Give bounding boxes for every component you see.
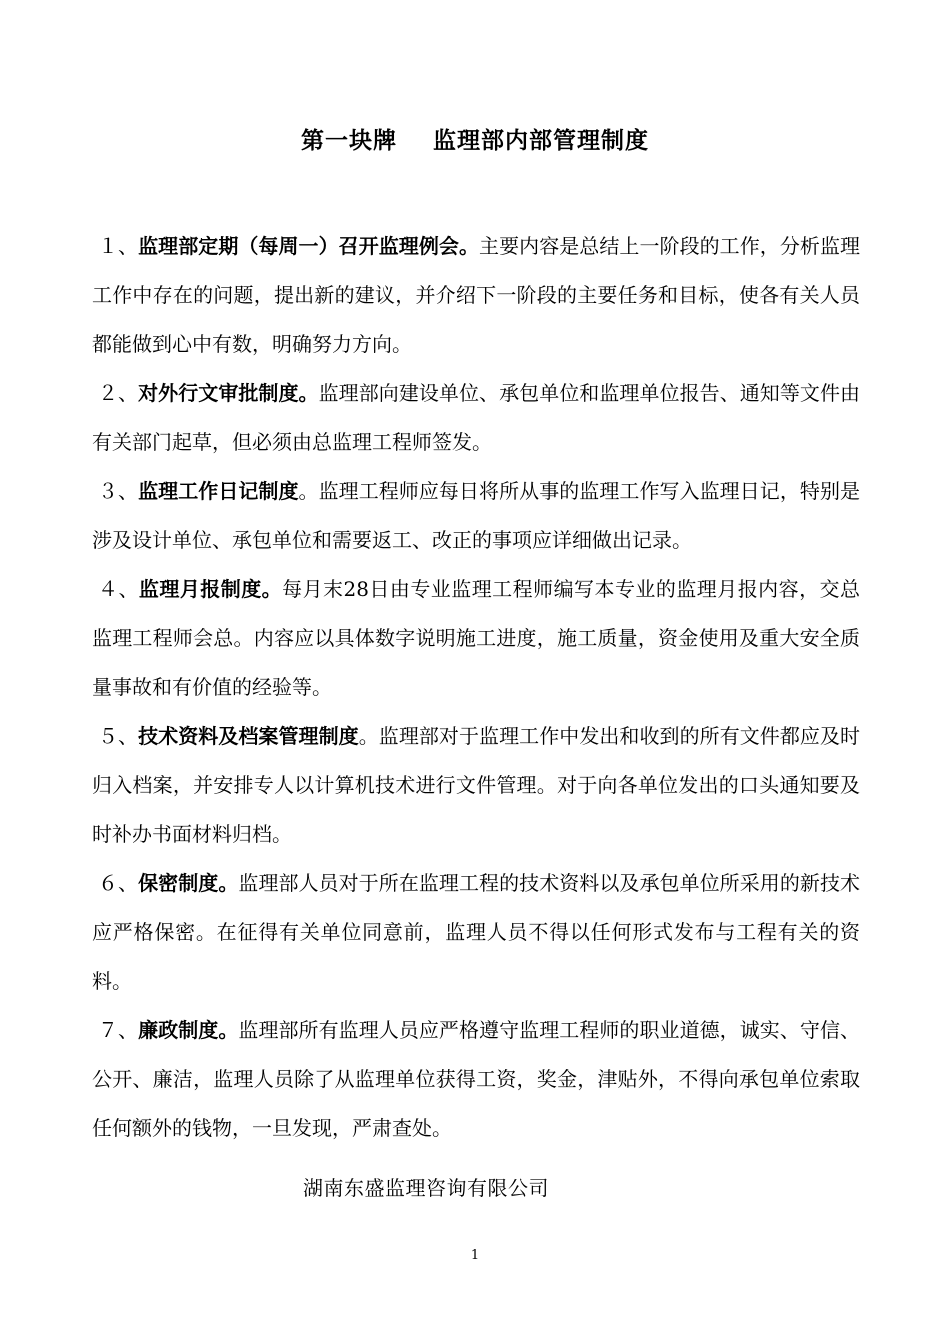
regulation-list [92,222,860,1153]
item-body: 监理部人员对于所在监理工程的技术资料以及承包单位所采用的新技术应严格保密。在征得有关单位同意前，监理人员不得以任何形式发布与工程有关的资料。 [92,871,861,993]
item-heading: 监理工作日记制度 [138,479,299,503]
regulation-item [92,222,860,369]
item-body: 每月末28日由专业监理工程师编写本专业的监理月报内容，交总监理工程师会总。内容应以具体数字说明施工进度，施工质量，资金使用及重大安全质量事故和有价值的经验等。 [92,577,860,699]
item-number: ６、 [98,871,139,895]
regulation-item [92,859,860,1006]
item-number: １、 [98,234,139,258]
item-heading: 监理月报制度。 [138,577,283,601]
item-heading: 监理部定期（每周一）召开监理例会。 [138,234,480,258]
item-heading: 对外行文审批制度。 [138,381,319,405]
regulation-item [92,467,860,565]
item-number: ３、 [98,479,139,503]
item-number: ４、 [98,577,139,601]
item-heading: 保密制度。 [138,871,239,895]
regulation-item [92,565,860,712]
item-body: 。监理工程师应每日将所从事的监理工作写入监理日记，特别是涉及设计单位、承包单位和需要返工、改正的事项应详细做出记录。 [92,479,861,552]
item-body: 监理部所有监理人员应严格遵守监理工程师的职业道德，诚实、守信、公开、廉洁，监理人员除了从监理单位获得工资，奖金，津贴外，不得向承包单位索取任何额外的钱物，一旦发现，严肃查处。 [92,1018,861,1140]
item-body: 。监理部对于监理工作中发出和收到的所有文件都应及时归入档案，并安排专人以计算机技术进行文件管理。对于向各单位发出的口头通知要及时补办书面材料归档。 [92,724,861,846]
item-heading: 廉政制度。 [138,1018,239,1042]
page-number: 1 [470,1248,480,1263]
item-heading: 技术资料及档案管理制度 [138,724,359,748]
regulation-item [92,1006,860,1153]
item-body: 监理部向建设单位、承包单位和监理单位报告、通知等文件由有关部门起草，但必须由总监理工程师签发。 [92,381,861,454]
item-number: ７、 [98,1018,139,1042]
company-signature: 湖南东盛监理咨询有限公司 [303,1176,549,1200]
item-body: 主要内容是总结上一阶段的工作，分析监理工作中存在的问题，提出新的建议，并介绍下一阶段的主要任务和目标，使各有关人员都能做到心中有数，明确努力方向。 [92,234,861,356]
regulation-item [92,712,860,859]
regulation-item [92,369,860,467]
item-number: ５、 [98,724,139,748]
page-title: 第一块牌 监理部内部管理制度 [300,127,650,154]
item-number: ２、 [98,381,139,405]
